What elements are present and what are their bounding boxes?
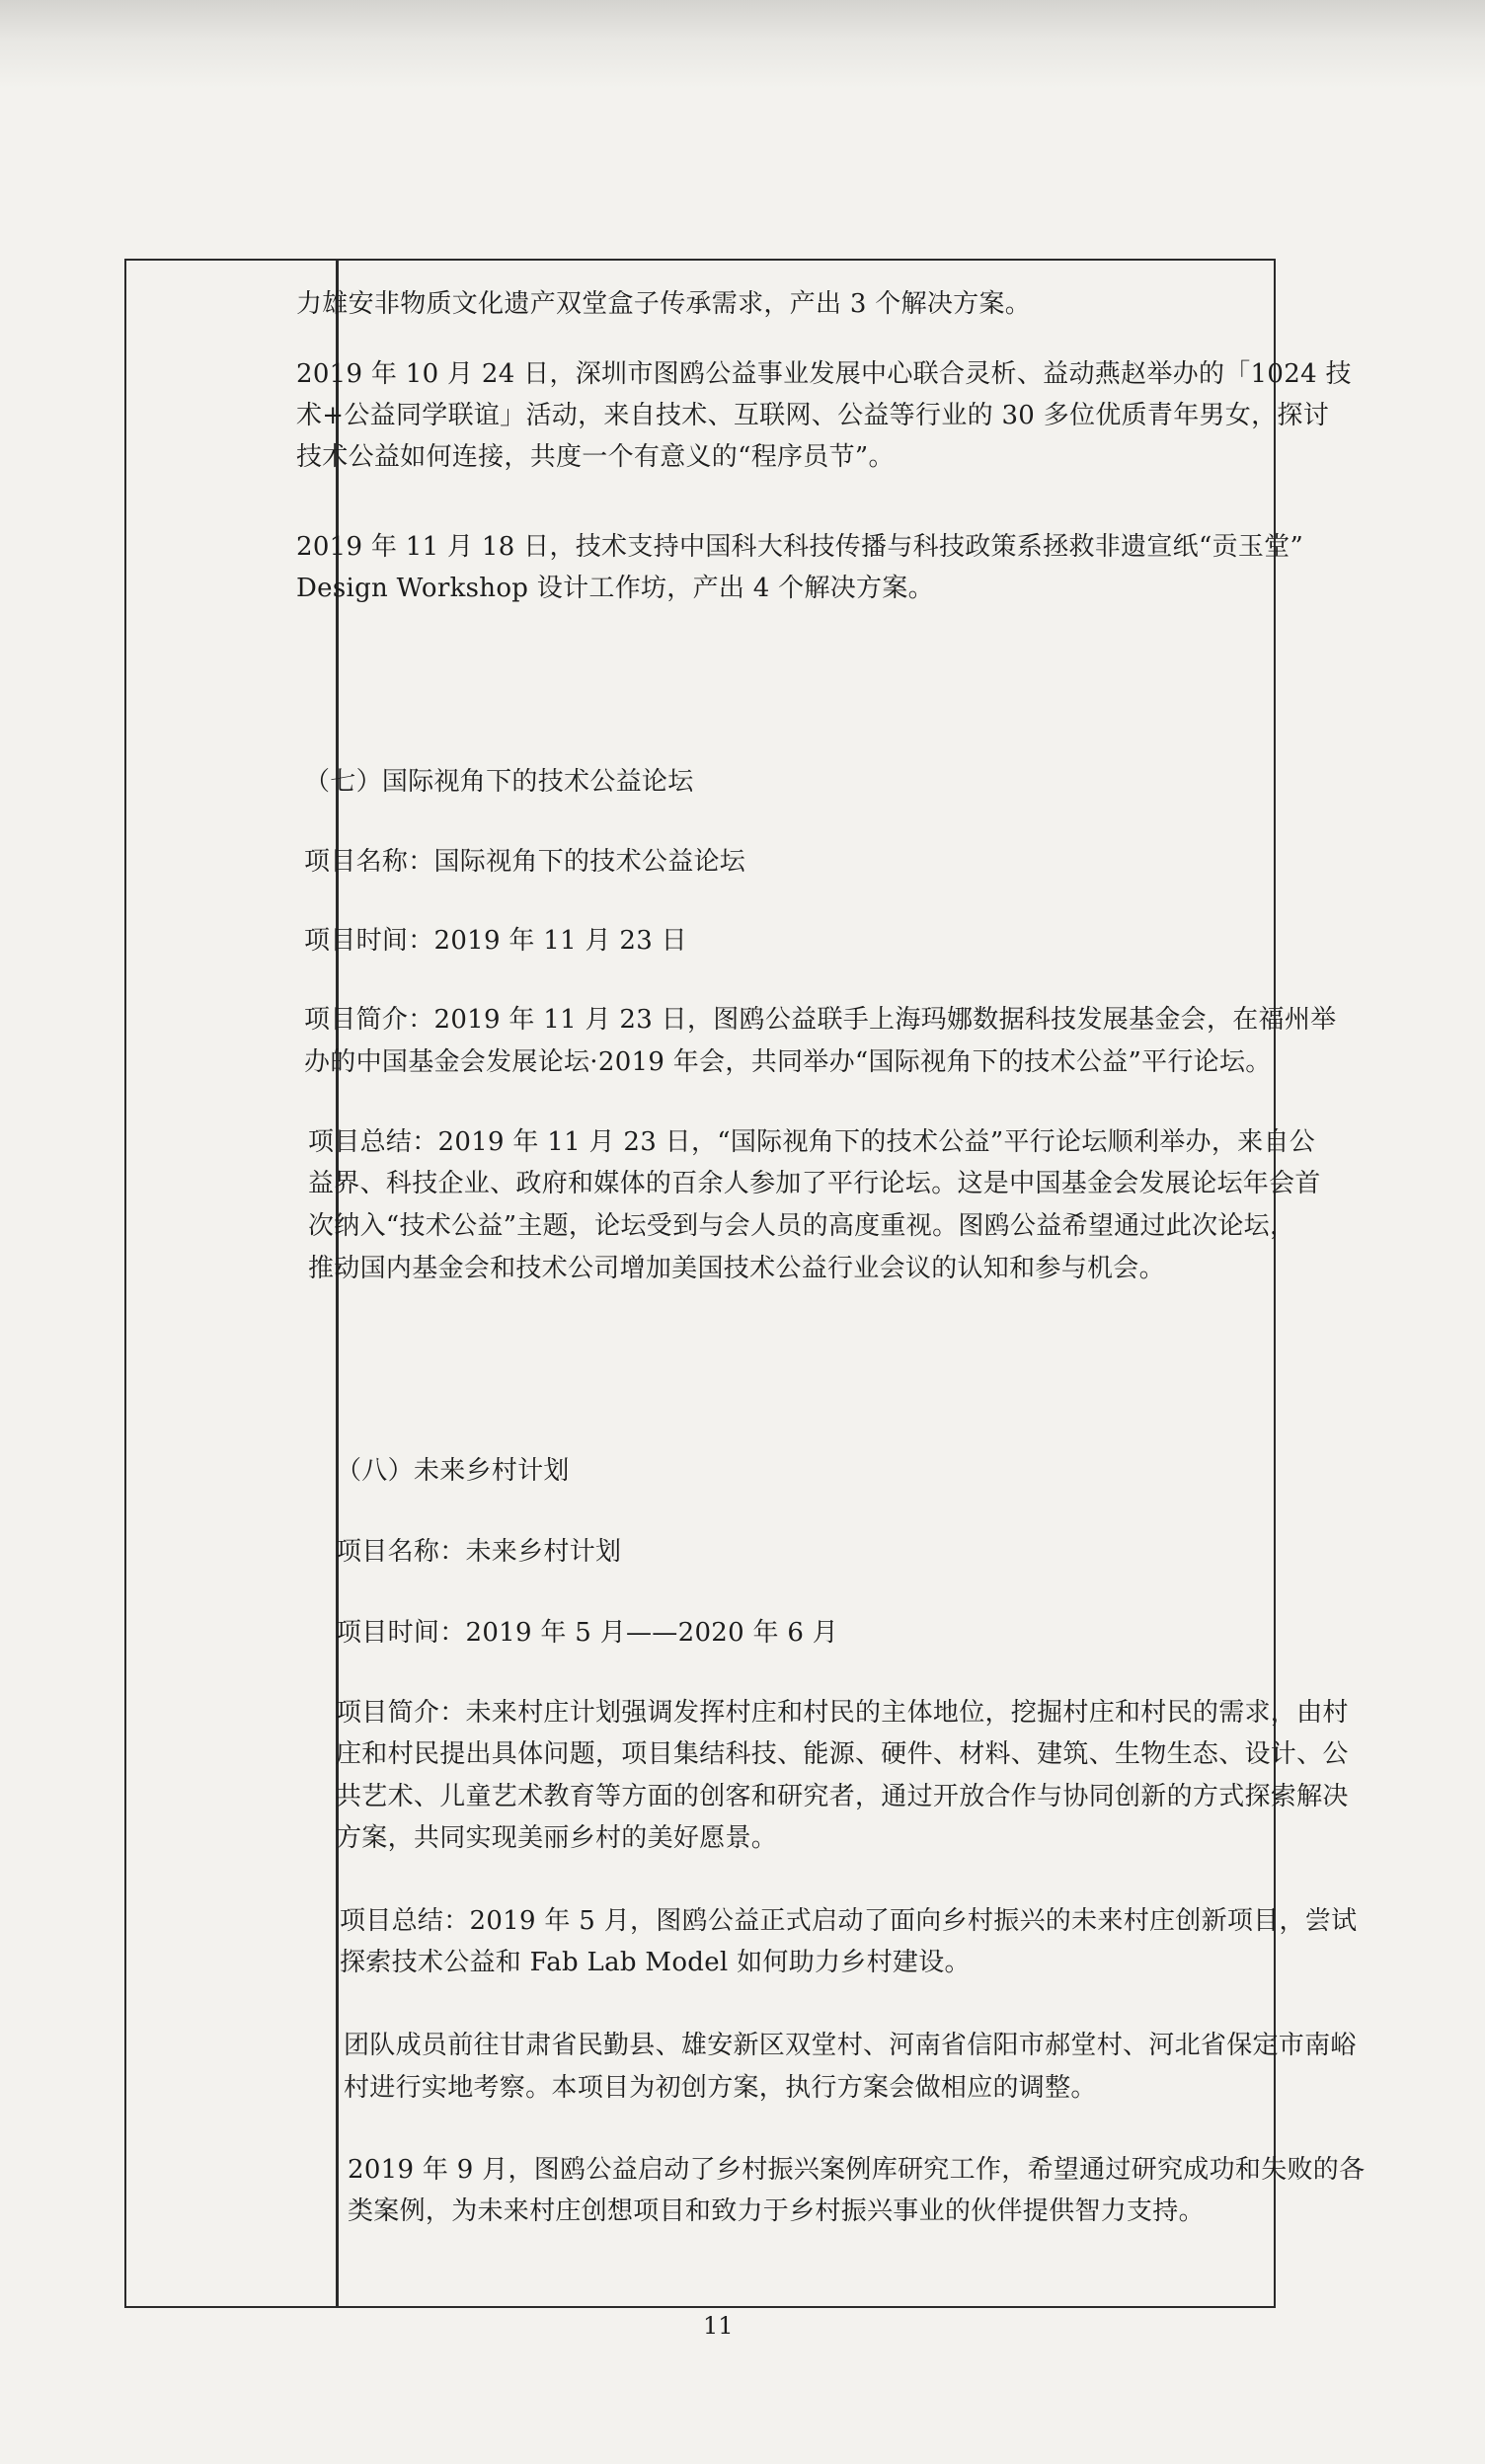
text-line: 项目简介：未来村庄计划强调发挥村庄和村民的主体地位，挖掘村庄和村民的需求，由村 <box>336 1698 1349 1728</box>
text-line: 方案，共同实现美丽乡村的美好愿景。 <box>336 1823 778 1853</box>
text-line: Design Workshop 设计工作坊，产出 4 个解决方案。 <box>296 574 934 603</box>
text-line: 项目总结：2019 年 11 月 23 日，“国际视角下的技术公益”平行论坛顺利举办，来自公 <box>308 1127 1316 1157</box>
text-line: 2019 年 10 月 24 日，深圳市图鸥公益事业发展中心联合灵析、益动燕赵举办的「1024 技 <box>296 359 1352 389</box>
page-number: 11 <box>703 2312 734 2340</box>
text-line: 村进行实地考察。本项目为初创方案，执行方案会做相应的调整。 <box>344 2073 1097 2103</box>
text-line: 项目时间：2019 年 5 月——2020 年 6 月 <box>336 1618 839 1648</box>
text-line: 力雄安非物质文化遗产双堂盒子传承需求，产出 3 个解决方案。 <box>296 289 1032 319</box>
text-line: 共艺术、儿童艺术教育等方面的创客和研究者，通过开放合作与协同创新的方式探索解决 <box>336 1782 1349 1811</box>
text-line: 技术公益如何连接，共度一个有意义的“程序员节”。 <box>296 442 895 472</box>
text-line: （七）国际视角下的技术公益论坛 <box>304 767 694 797</box>
text-line: 类案例，为未来村庄创想项目和致力于乡村振兴事业的伙伴提供智力支持。 <box>348 2196 1205 2226</box>
text-line: 项目简介：2019 年 11 月 23 日，图鸥公益联手上海玛娜数据科技发展基金会，在福州举 <box>304 1005 1337 1035</box>
text-line: （八）未来乡村计划 <box>336 1456 570 1486</box>
scan-top-shadow <box>0 0 1485 89</box>
text-line: 推动国内基金会和技术公司增加美国技术公益行业会议的认知和参与机会。 <box>308 1254 1165 1283</box>
text-line: 项目时间：2019 年 11 月 23 日 <box>304 926 687 956</box>
text-line: 办的中国基金会发展论坛·2019 年会，共同举办“国际视角下的技术公益”平行论坛。 <box>304 1047 1272 1077</box>
text-line: 术+公益同学联谊」活动，来自技术、互联网、公益等行业的 30 多位优质青年男女，探讨 <box>296 401 1329 430</box>
text-line: 项目名称：未来乡村计划 <box>336 1537 622 1567</box>
text-line: 次纳入“技术公益”主题，论坛受到与会人员的高度重视。图鸥公益希望通过此次论坛， <box>308 1211 1296 1241</box>
text-line: 益界、科技企业、政府和媒体的百余人参加了平行论坛。这是中国基金会发展论坛年会首 <box>308 1169 1321 1198</box>
text-line: 项目总结：2019 年 5 月，图鸥公益正式启动了面向乡村振兴的未来村庄创新项目，尝试 <box>340 1906 1358 1936</box>
text-line: 庄和村民提出具体问题，项目集结科技、能源、硬件、材料、建筑、生物生态、设计、公 <box>336 1739 1349 1769</box>
text-line: 2019 年 9 月，图鸥公益启动了乡村振兴案例库研究工作，希望通过研究成功和失败的各 <box>348 2155 1366 2185</box>
text-line: 探索技术公益和 Fab Lab Model 如何助力乡村建设。 <box>340 1948 971 1977</box>
text-line: 2019 年 11 月 18 日，技术支持中国科大科技传播与科技政策系拯救非遗宣纸“贡玉堂” <box>296 532 1304 562</box>
text-line: 团队成员前往甘肃省民勤县、雄安新区双堂村、河南省信阳市郝堂村、河北省保定市南峪 <box>344 2031 1357 2060</box>
text-line: 项目名称：国际视角下的技术公益论坛 <box>304 847 746 877</box>
